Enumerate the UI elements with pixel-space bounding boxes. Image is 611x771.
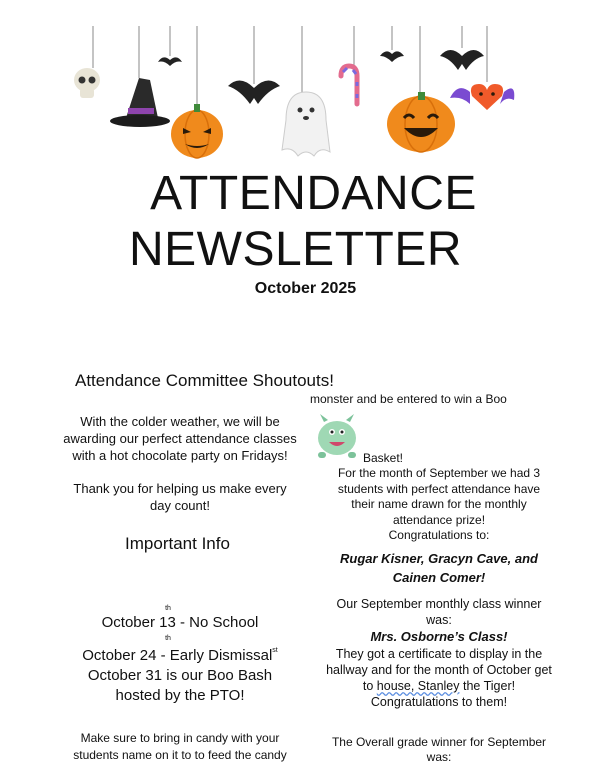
grade-winner-line-2: was: bbox=[426, 750, 452, 764]
winners-line-2: Cainen Comer! bbox=[392, 570, 486, 585]
date-ordinal-3: st bbox=[272, 647, 278, 654]
pumpkin-icon bbox=[171, 104, 223, 158]
date-item-2 bbox=[40, 643, 320, 666]
monster-icon bbox=[310, 408, 364, 462]
witch-hat-icon bbox=[110, 78, 170, 127]
candy-line-1: Make sure to bring in candy with your bbox=[80, 731, 280, 745]
class-winner-line-1: Our September monthly class winner bbox=[336, 597, 542, 611]
important-info-heading: Important Info bbox=[125, 534, 230, 553]
certificate-line-3c: the Tiger! bbox=[462, 679, 516, 693]
boo-line-1: monster and be entered to win a Boo bbox=[310, 392, 507, 406]
candy-line-2: students name on it to to feed the candy bbox=[73, 748, 287, 762]
date-ordinal-1: th bbox=[165, 605, 171, 612]
sept-line-3: their name drawn for the monthly bbox=[351, 497, 527, 511]
certificate-line-3 bbox=[316, 678, 562, 694]
congrats-to: Congratulations to: bbox=[388, 528, 490, 542]
newsletter-title-line2: NEWSLETTER bbox=[128, 223, 463, 276]
date-item-2-text: October 24 - Early Dismissal bbox=[82, 647, 273, 664]
skull-icon bbox=[74, 68, 100, 98]
newsletter-date: October 2025 bbox=[254, 280, 357, 297]
date-item-3: October 31 is our Boo Bash bbox=[87, 667, 273, 684]
halloween-banner bbox=[0, 0, 611, 170]
bat-icon bbox=[440, 50, 484, 70]
certificate-line-2: hallway and for the month of October get bbox=[326, 663, 552, 677]
bat-icon bbox=[158, 57, 182, 66]
bat-icon bbox=[380, 51, 404, 62]
thanks-line-1: Thank you for helping us make every bbox=[73, 481, 287, 496]
certificate-line-3b: house, Stanley bbox=[376, 679, 460, 693]
heart-pumpkin-icon bbox=[450, 84, 514, 110]
certificate-line-1: They got a certificate to display in the bbox=[335, 647, 543, 661]
candy-cane-icon bbox=[341, 66, 357, 104]
ghost-icon bbox=[282, 92, 330, 156]
thanks-line-2: day count! bbox=[150, 498, 210, 513]
grade-winner-line-1: The Overall grade winner for September bbox=[331, 735, 547, 749]
date-item-1: October 13 - No School bbox=[101, 614, 259, 631]
winners-line-1: Rugar Kisner, Gracyn Cave, and bbox=[340, 551, 538, 566]
date-ordinal-2: th bbox=[165, 635, 171, 642]
certificate-line-3a: to bbox=[362, 679, 374, 693]
newsletter-title-line1: ATTENDANCE bbox=[150, 167, 477, 220]
cold-weather-line-1: With the colder weather, we will be bbox=[80, 414, 280, 429]
cold-weather-line-2: awarding our perfect attendance classes bbox=[63, 431, 297, 446]
sept-line-2: students with perfect attendance have bbox=[337, 481, 541, 496]
pumpkin-icon bbox=[387, 92, 455, 152]
cold-weather-line-3: with a hot chocolate party on Fridays! bbox=[72, 448, 288, 463]
certificate-line-4: Congratulations to them! bbox=[370, 695, 508, 709]
sept-line-4: attendance prize! bbox=[392, 512, 486, 527]
important-dates-list bbox=[40, 605, 320, 706]
boo-line-2: Basket! bbox=[363, 451, 404, 465]
class-winner-name: Mrs. Osborne’s Class! bbox=[370, 629, 508, 644]
date-item-4: hosted by the PTO! bbox=[115, 687, 245, 704]
class-winner-line-2: was: bbox=[426, 613, 452, 627]
shoutouts-heading: Attendance Committee Shoutouts! bbox=[75, 371, 334, 390]
sept-line-1: For the month of September we had 3 bbox=[337, 466, 541, 480]
